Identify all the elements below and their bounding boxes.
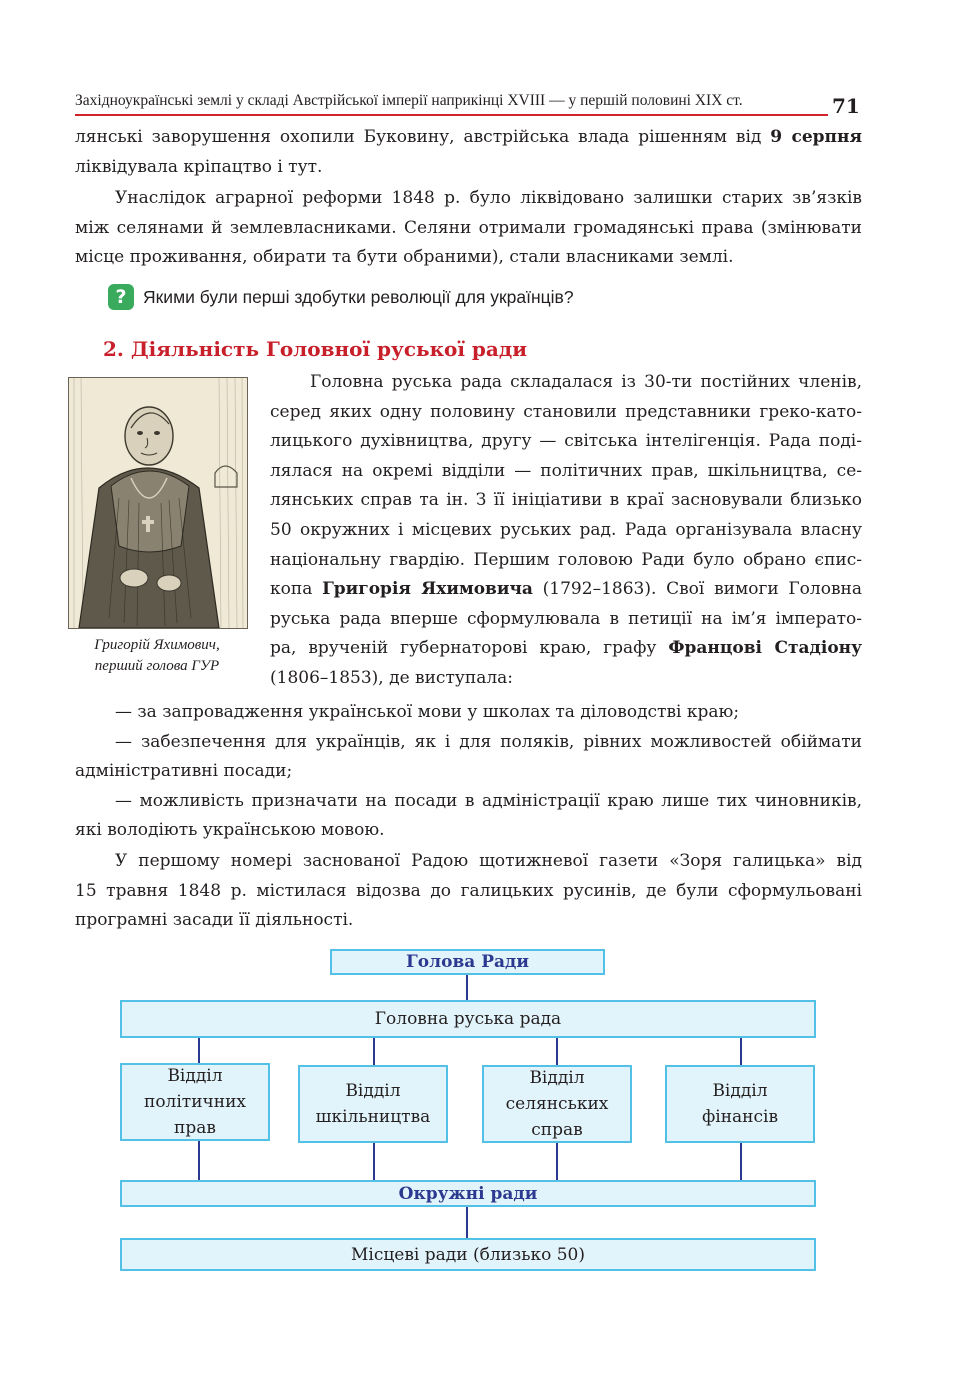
portrait-caption: Григорій Яхимович, перший голова ГУР bbox=[94, 637, 220, 674]
text-line: (1806–1853), де виступала: bbox=[270, 667, 513, 688]
text-line: 15 травня 1848 р. містилася відозва до галицьких русинів, де були сформульовані bbox=[75, 880, 862, 901]
list-item-continuation: адміністративні посади; bbox=[75, 761, 293, 782]
portrait-image bbox=[68, 377, 248, 629]
page-number: 71 bbox=[832, 94, 860, 118]
text-line: копа Григорія Яхимовича (1792–1863). Свої вимоги Головна bbox=[270, 579, 862, 600]
text-line: між селянами й землевласниками. Селяни отримали громадянські права (змінювати bbox=[75, 217, 862, 238]
connector-line bbox=[466, 1206, 468, 1239]
header-rule bbox=[75, 114, 828, 116]
connector-line bbox=[556, 1037, 558, 1066]
text-line: лянські заворушення охопили Буковину, австрійська влада рішенням від 9 серпня bbox=[75, 127, 863, 147]
text-line: лицького духівництва, другу — світська інтелігенція. Рада поді- bbox=[270, 431, 862, 452]
connector-line bbox=[556, 1142, 558, 1181]
text-line: програмні засади її діяльності. bbox=[75, 910, 354, 931]
section-title: 2. Діяльність Головної руської ради bbox=[103, 337, 528, 361]
text-line: 50 окружних і місцевих руських рад. Рада організувала власну bbox=[270, 519, 862, 540]
paragraph-1 bbox=[75, 123, 862, 182]
paragraph-4 bbox=[75, 847, 862, 936]
demands-list bbox=[75, 698, 862, 846]
list-item: — забезпечення для українців, як і для поляків, рівних можливостей обіймати bbox=[115, 731, 862, 752]
org-box-department: Відділ політичних прав bbox=[120, 1063, 270, 1141]
list-item-continuation: які володіють українською мовою. bbox=[75, 820, 385, 841]
text-line: ра, врученій губернаторові краю, графу Францові Стадіону bbox=[270, 638, 863, 659]
portrait-engraving bbox=[69, 378, 247, 628]
connector-line bbox=[740, 1037, 742, 1066]
text-line: руська рада вперше сформулювала в петиції на ім’я імперато- bbox=[270, 608, 862, 629]
org-box-department: Відділ фінансів bbox=[665, 1065, 815, 1143]
text-line: Унаслідок аграрної реформи 1848 р. було ліквідовано залишки старих зв’язків bbox=[115, 188, 862, 208]
paragraph-2 bbox=[75, 184, 862, 273]
connector-line bbox=[466, 974, 468, 1001]
text-line: національну гвардію. Першим головою Ради було обрано єпис- bbox=[270, 549, 862, 570]
connector-line bbox=[373, 1037, 375, 1066]
connector-line bbox=[740, 1142, 742, 1181]
text-line: лянських справ та ін. З її ініціативи в краї засновували близько bbox=[270, 490, 862, 511]
text-line: У першому номері заснованої Радою щотижневої газети «Зоря галицька» від bbox=[115, 851, 862, 871]
list-item: — можливість призначати на посади в адміністрації краю лише тих чиновників, bbox=[115, 790, 862, 811]
list-item: — за запровадження української мови у школах та діловодстві краю; bbox=[115, 702, 740, 722]
question-icon: ? bbox=[108, 284, 134, 310]
text-line: ліквідувала кріпацтво і тут. bbox=[75, 156, 323, 177]
paragraph-3 bbox=[270, 368, 862, 694]
org-box-council: Головна руська рада bbox=[120, 1000, 816, 1038]
org-box-department: Відділ шкільництва bbox=[298, 1065, 448, 1143]
connector-line bbox=[198, 1037, 200, 1064]
text-line: Головна руська рада складалася із 30-ти постійних членів, bbox=[310, 372, 862, 392]
bold-name: Францові Стадіону bbox=[668, 638, 863, 659]
org-box-department: Відділ селянських справ bbox=[482, 1065, 632, 1143]
running-header: Західноукраїнські землі у складі Австрійської імперії наприкінці XVIII — у першій половині XIX ст. bbox=[75, 92, 743, 109]
connector-line bbox=[198, 1140, 200, 1181]
text-line: лялася на окремі відділи — політичних прав, шкільництва, се- bbox=[270, 460, 862, 481]
bold-date: 9 серпня bbox=[770, 127, 863, 147]
org-box-head: Голова Ради bbox=[330, 949, 605, 975]
question-text: Якими були перші здобутки революції для українців? bbox=[143, 286, 574, 307]
org-box-district: Окружні ради bbox=[120, 1180, 816, 1207]
text-line: місце проживання, обирати та бути обраними), стали власниками землі. bbox=[75, 247, 734, 268]
org-box-local: Місцеві ради (близько 50) bbox=[120, 1238, 816, 1271]
review-question bbox=[108, 284, 574, 310]
bold-name: Григорія Яхимовича bbox=[322, 579, 533, 600]
text-line: серед яких одну половину становили представники греко-като- bbox=[270, 401, 862, 422]
connector-line bbox=[373, 1142, 375, 1181]
